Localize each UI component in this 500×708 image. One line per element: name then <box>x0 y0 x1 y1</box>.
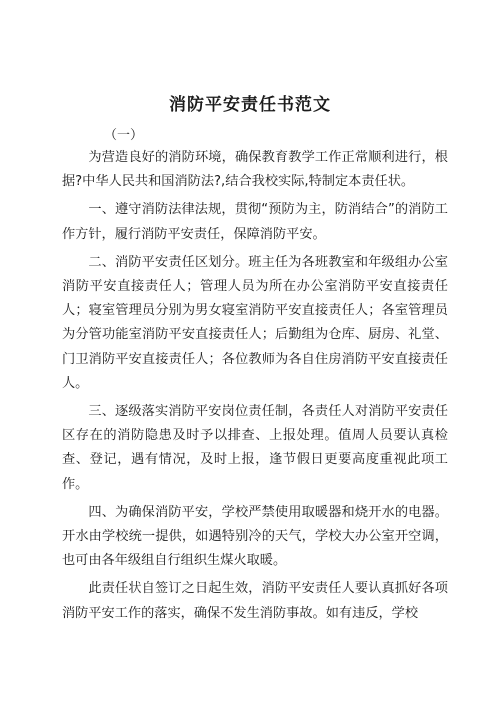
paragraph-item-2: 二、消防平安责任区划分。班主任为各班教室和年级组办公室消防平安直接责任人；管理人员为所在办公室消防平安直接责任人；寝室管理员分别为男女寝室消防平安直接责任人；各室管理员为分管功能室消防平安直接责任人；后勤组为仓库、厨房、礼堂、门卫消防平安直接责任人；各位教师为各自住房消防平安直接责任人。 <box>62 254 448 391</box>
paragraph-item-4: 四、为确保消防平安，学校严禁使用取暖器和烧开水的电器。开水由学校统一提供，如遇特别冷的天气，学校大办公室开空调，也可由各年级组自行组织生煤火取暖。 <box>62 504 448 569</box>
paragraph-intro: 为营造良好的消防环境，确保教育教学工作正常顺利进行，根据?中华人民共和国消防法?,结合我校实际,特制定本责任状。 <box>62 150 448 190</box>
paragraph-item-3: 三、逐级落实消防平安岗位责任制，各责任人对消防平安责任区存在的消防隐患及时予以排查、上报处理。值周人员要认真检查、登记，遇有情况，及时上报，逢节假日更要高度重视此项工作。 <box>62 404 448 492</box>
document-title: 消防平安责任书范文 <box>169 95 331 115</box>
paragraph-closing: 此责任状自签订之日起生效，消防平安责任人要认真抓好各项消防平安工作的落实，确保不发生消防事故。如有违反，学校 <box>62 581 448 621</box>
section-number: （一） <box>104 128 144 143</box>
document-body <box>62 146 448 630</box>
paragraph-item-1: 一、遵守消防法律法规，贯彻“预防为主，防消结合”的消防工作方针，履行消防平安责任，保障消防平安。 <box>62 202 448 242</box>
